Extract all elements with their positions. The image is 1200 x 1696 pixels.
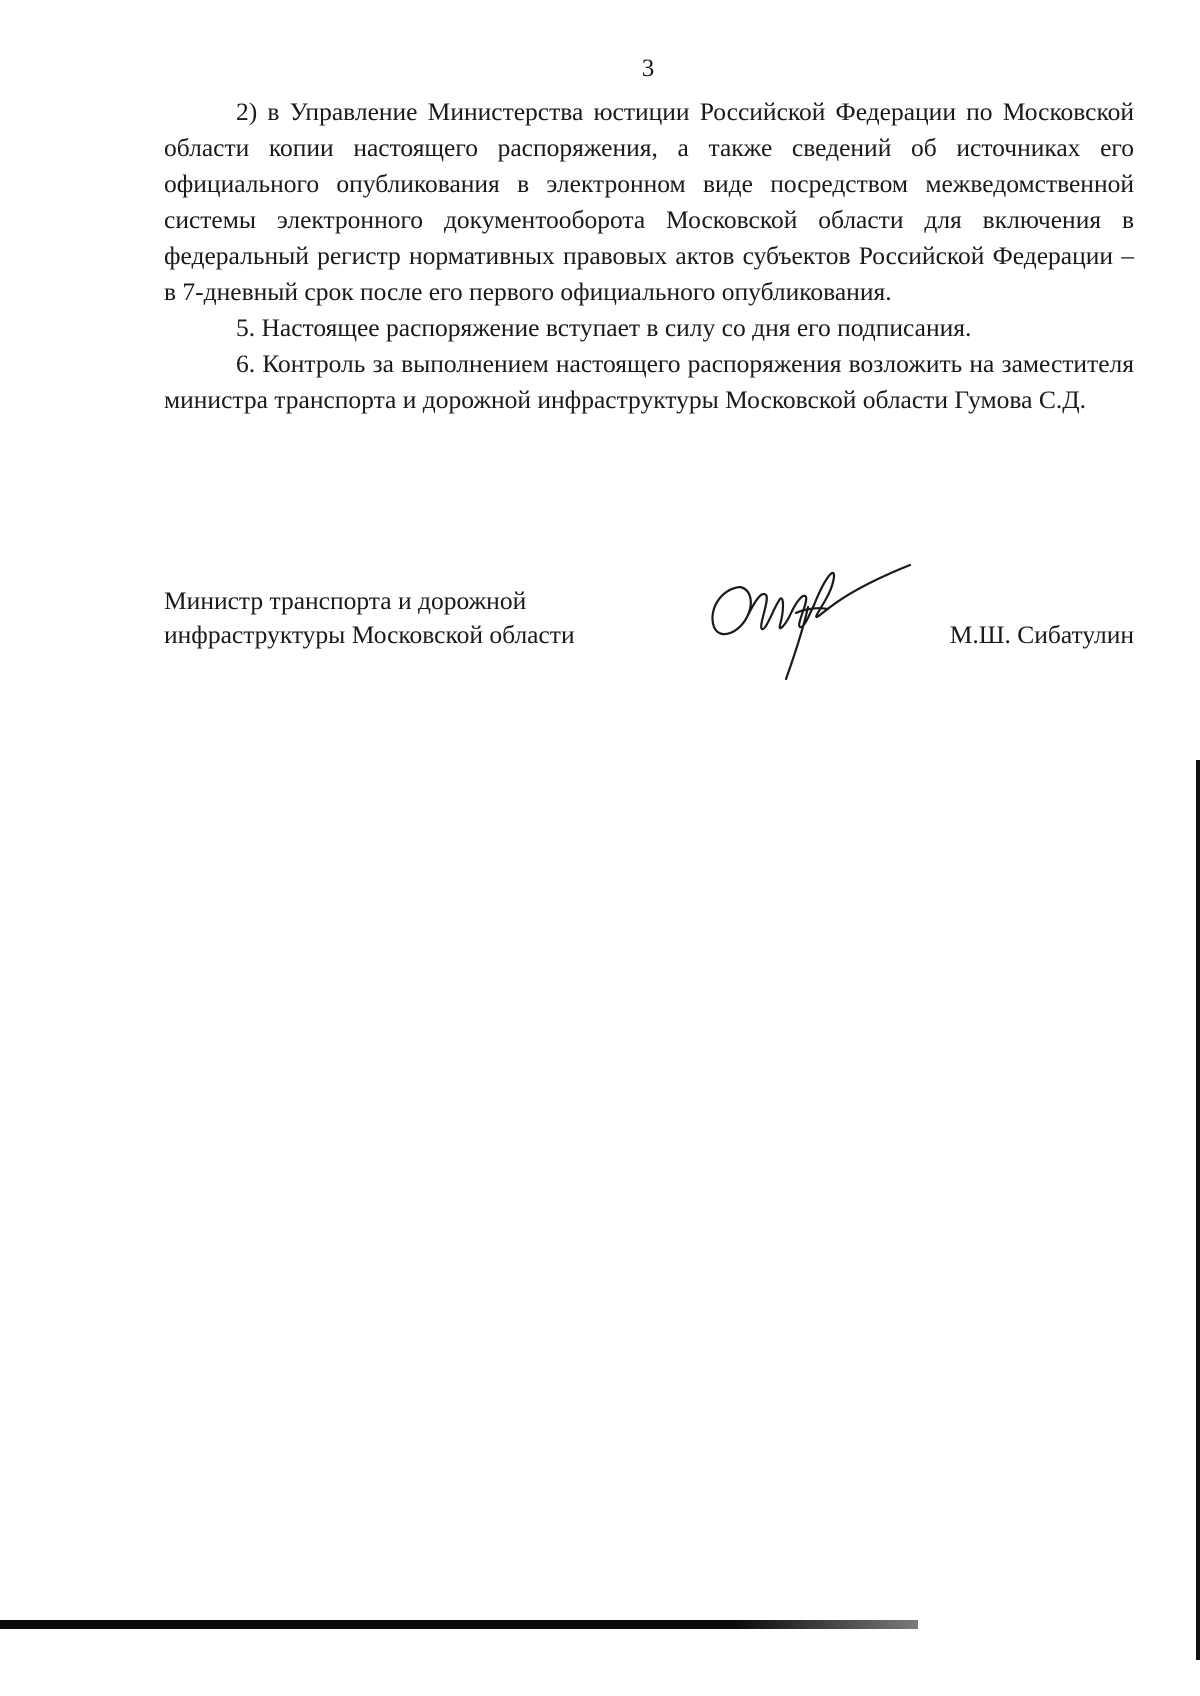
page-number: 3 <box>641 55 655 82</box>
scan-edge-bottom <box>0 1620 918 1629</box>
scan-edge-right <box>1196 760 1200 1660</box>
paragraph-item-2: 2) в Управление Министерства юстиции Российской Федерации по Московской области копии настоящего распоряжения, а также сведений об источниках его официального опубликования в электронном виде посредством межведомственной системы электронного документооборота Московской области для включения в федеральный регистр нормативных правовых актов субъектов Российской Федерации – в 7-дневный срок после его первого официального опубликования. <box>164 97 1134 306</box>
document-body <box>164 94 1134 418</box>
signatory-name: М.Ш. Сибатулин <box>949 620 1134 649</box>
handwritten-signature-icon <box>700 555 930 695</box>
signature-block <box>164 584 1134 694</box>
signatory-position <box>164 584 575 652</box>
paragraph-item-5: 5. Настоящее распоряжение вступает в силу со дня его подписания. <box>236 313 972 342</box>
signatory-position-line-2: инфраструктуры Московской области <box>164 620 575 649</box>
signatory-position-line-1: Министр транспорта и дорожной <box>164 586 527 615</box>
paragraph-item-6: 6. Контроль за выполнением настоящего распоряжения возложить на заместителя министра транспорта и дорожной инфраструктуры Московской области Гумова С.Д. <box>164 349 1134 414</box>
